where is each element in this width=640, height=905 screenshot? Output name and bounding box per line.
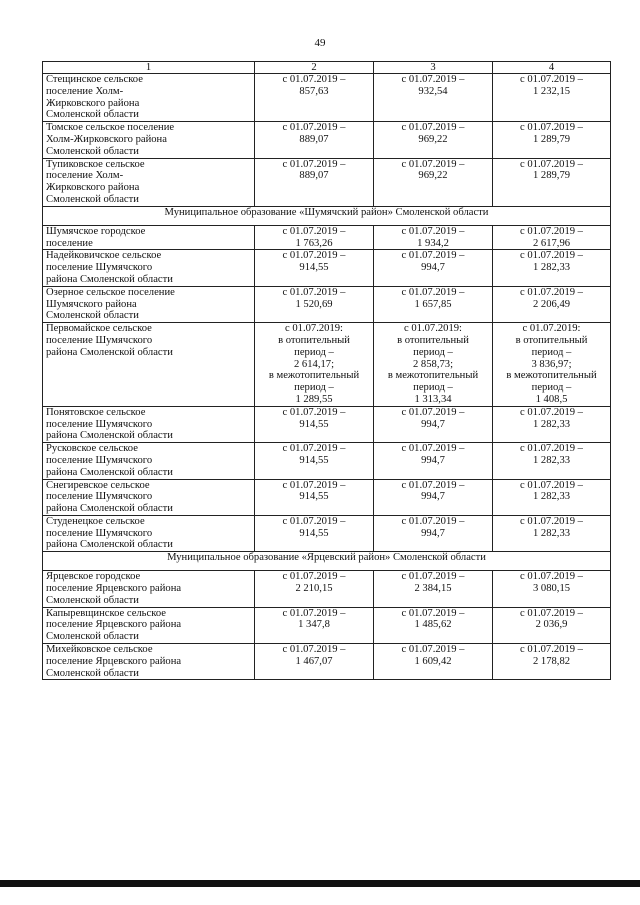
cell-text-line: в межотопительный <box>506 370 597 382</box>
cell-text-line: 1 282,33 <box>532 418 571 430</box>
settlement-name-cell <box>43 515 255 551</box>
table-row <box>43 443 611 479</box>
cell-text-line: с 01.07.2019 – <box>401 286 465 298</box>
cell-text-line: 1 289,79 <box>532 133 571 145</box>
cell-text-line: с 01.07.2019 – <box>520 406 583 418</box>
settlement-name-cell <box>43 250 255 286</box>
cell-text-line: с 01.07.2019 – <box>520 74 583 85</box>
section-title: Муниципальное образование «Ярцевский район» Смоленской области <box>43 552 611 571</box>
cell-text-line: 3 836,97; <box>531 358 572 370</box>
rate-col3-cell <box>374 225 493 250</box>
rate-col2-cell <box>255 122 374 158</box>
column-header: 4 <box>493 62 611 74</box>
cell-text-line: Холм-Жирковского района <box>46 133 167 145</box>
settlement-name-cell <box>43 74 255 122</box>
rate-col3-cell <box>374 74 493 122</box>
table-row <box>43 286 611 322</box>
rate-col4-cell <box>493 158 611 206</box>
cell-text-line: 1 289,55 <box>295 393 333 405</box>
cell-text-line: 994,7 <box>421 262 445 274</box>
cell-text-line: с 01.07.2019 – <box>401 250 465 262</box>
rate-col4-cell <box>493 74 611 122</box>
cell-text-line: 3 080,15 <box>532 583 571 595</box>
rate-col2-cell <box>255 74 374 122</box>
cell-text-line: Надейковичское сельское <box>46 250 162 262</box>
cell-text-line: 1 289,79 <box>532 170 571 182</box>
cell-text-line: 2 614,17; <box>293 358 335 370</box>
cell-text-line: поселение Ярцевского района <box>46 583 182 595</box>
cell-text-line: Смоленской области <box>46 667 139 679</box>
cell-text-line: с 01.07.2019 – <box>401 122 465 134</box>
cell-text-line: Капыревщинское сельское <box>46 607 166 619</box>
cell-text-line: 994,7 <box>421 491 445 503</box>
column-header: 2 <box>255 62 374 74</box>
cell-text-line: с 01.07.2019 – <box>520 443 583 455</box>
cell-text-line: Понятовское сельское <box>46 406 146 418</box>
rate-col2-cell <box>255 286 374 322</box>
cell-text-line: 1 282,33 <box>532 454 571 466</box>
cell-text-line: с 01.07.2019 – <box>520 250 583 262</box>
page-number: 49 <box>314 37 326 49</box>
table-row <box>43 479 611 515</box>
cell-text-line: с 01.07.2019 – <box>520 571 583 583</box>
cell-text-line: Смоленской области <box>46 594 139 606</box>
cell-text-line: в отопительный <box>278 334 350 346</box>
cell-text-line: поселение Ярцевского района <box>46 619 182 631</box>
rate-col4-cell <box>493 607 611 643</box>
cell-text-line: с 01.07.2019 – <box>520 158 583 170</box>
cell-text-line: 2 206,49 <box>532 298 571 310</box>
rate-col2-cell <box>255 250 374 286</box>
cell-text-line: поселение Шумячского <box>46 491 153 503</box>
cell-text-line: поселение Холм- <box>46 85 124 97</box>
cell-text-line: в межотопительный <box>268 370 360 382</box>
cell-text-line: 1 282,33 <box>532 491 571 503</box>
cell-text-line: Стещинское сельское <box>46 74 143 85</box>
rate-col4-cell <box>493 571 611 607</box>
cell-text-line: с 01.07.2019 – <box>520 122 583 134</box>
cell-text-line: 1 657,85 <box>414 298 452 310</box>
table-row <box>43 122 611 158</box>
cell-text-line: 2 384,15 <box>414 583 452 595</box>
cell-text-line: с 01.07.2019 – <box>520 515 583 527</box>
cell-text-line: 914,55 <box>299 527 329 539</box>
cell-text-line: 889,07 <box>299 170 329 182</box>
table-row <box>43 225 611 250</box>
cell-text-line: Смоленской области <box>46 193 139 205</box>
cell-text-line: с 01.07.2019 – <box>282 122 346 134</box>
cell-text-line: с 01.07.2019 – <box>401 74 465 85</box>
cell-text-line: с 01.07.2019: <box>522 323 581 335</box>
rate-col3-cell <box>374 443 493 479</box>
rate-col2-cell <box>255 406 374 442</box>
cell-text-line: с 01.07.2019 – <box>282 644 346 656</box>
rate-col4-cell <box>493 323 611 407</box>
cell-text-line: период – <box>294 382 334 394</box>
cell-text-line: с 01.07.2019 – <box>520 607 583 619</box>
cell-text-line: поселение Шумячского <box>46 418 153 430</box>
rate-col2-cell <box>255 571 374 607</box>
rate-col3-cell <box>374 515 493 551</box>
rate-col3-cell <box>374 406 493 442</box>
cell-text-line: с 01.07.2019 – <box>282 74 346 85</box>
cell-text-line: 1 467,07 <box>295 655 333 667</box>
cell-text-line: 1 520,69 <box>295 298 333 310</box>
column-header: 1 <box>43 62 255 74</box>
cell-text-line: с 01.07.2019 – <box>401 479 465 491</box>
cell-text-line: Смоленской области <box>46 145 139 157</box>
rate-col2-cell <box>255 323 374 407</box>
cell-text-line: 2 858,73; <box>412 358 454 370</box>
rate-col4-cell <box>493 479 611 515</box>
section-title: Муниципальное образование «Шумячский район» Смоленской области <box>43 206 611 225</box>
tariff-table <box>42 61 611 680</box>
cell-text-line: с 01.07.2019 – <box>520 479 583 491</box>
cell-text-line: с 01.07.2019 – <box>282 158 346 170</box>
cell-text-line: 1 934,2 <box>417 237 449 249</box>
table-body <box>43 74 611 680</box>
cell-text-line: 857,63 <box>299 85 329 97</box>
cell-text-line: 1 609,42 <box>414 655 452 667</box>
rate-col3-cell <box>374 479 493 515</box>
cell-text-line: 2 210,15 <box>295 583 333 595</box>
cell-text-line: с 01.07.2019 – <box>282 571 346 583</box>
cell-text-line: поселение Шумячского <box>46 262 153 274</box>
cell-text-line: с 01.07.2019 – <box>401 443 465 455</box>
cell-text-line: 969,22 <box>418 170 448 182</box>
cell-text-line: Студенецкое сельское <box>46 515 145 527</box>
rate-col3-cell <box>374 644 493 680</box>
cell-text-line: в отопительный <box>397 334 469 346</box>
column-header: 3 <box>374 62 493 74</box>
cell-text-line: с 01.07.2019 – <box>282 250 346 262</box>
cell-text-line: 914,55 <box>299 454 329 466</box>
rate-col3-cell <box>374 286 493 322</box>
table-row <box>43 515 611 551</box>
cell-text-line: 1 282,33 <box>532 262 571 274</box>
cell-text-line: Шумячского района <box>46 298 137 310</box>
cell-text-line: 1 408,5 <box>535 393 568 405</box>
cell-text-line: Жирковского района <box>46 182 140 194</box>
cell-text-line: Первомайское сельское <box>46 323 152 335</box>
table-row <box>43 323 611 407</box>
table-row <box>43 158 611 206</box>
cell-text-line: в отопительный <box>515 334 588 346</box>
settlement-name-cell <box>43 122 255 158</box>
cell-text-line: Русковское сельское <box>46 443 138 455</box>
rate-col2-cell <box>255 644 374 680</box>
cell-text-line: поселение <box>46 237 93 249</box>
bottom-border-bar <box>0 880 640 887</box>
cell-text-line: с 01.07.2019 – <box>401 158 465 170</box>
cell-text-line: района Смоленской области <box>46 503 173 515</box>
rate-col4-cell <box>493 225 611 250</box>
cell-text-line: Смоленской области <box>46 109 139 121</box>
table-header-row <box>43 62 611 74</box>
cell-text-line: 994,7 <box>421 527 445 539</box>
rate-col4-cell <box>493 443 611 479</box>
settlement-name-cell <box>43 225 255 250</box>
cell-text-line: 2 178,82 <box>532 655 571 667</box>
rate-col3-cell <box>374 158 493 206</box>
cell-text-line: с 01.07.2019 – <box>282 479 346 491</box>
rate-col3-cell <box>374 323 493 407</box>
cell-text-line: района Смоленской области <box>46 346 173 358</box>
cell-text-line: с 01.07.2019 – <box>282 225 346 237</box>
rate-col3-cell <box>374 122 493 158</box>
cell-text-line: в межотопительный <box>387 370 479 382</box>
cell-text-line: Снегиревское сельское <box>46 479 150 491</box>
rate-col4-cell <box>493 122 611 158</box>
cell-text-line: с 01.07.2019 – <box>520 644 583 656</box>
cell-text-line: района Смоленской области <box>46 466 173 478</box>
table-row <box>43 607 611 643</box>
rate-col2-cell <box>255 225 374 250</box>
cell-text-line: с 01.07.2019 – <box>282 607 346 619</box>
cell-text-line: района Смоленской области <box>46 539 173 551</box>
cell-text-line: поселение Ярцевского района <box>46 655 182 667</box>
cell-text-line: с 01.07.2019 – <box>401 406 465 418</box>
settlement-name-cell <box>43 158 255 206</box>
rate-col2-cell <box>255 515 374 551</box>
cell-text-line: 914,55 <box>299 491 329 503</box>
rate-col2-cell <box>255 443 374 479</box>
cell-text-line: 889,07 <box>299 133 329 145</box>
cell-text-line: поселение Шумячского <box>46 454 153 466</box>
table-row <box>43 571 611 607</box>
rate-col4-cell <box>493 644 611 680</box>
settlement-name-cell <box>43 479 255 515</box>
table-row <box>43 644 611 680</box>
cell-text-line: период – <box>413 382 453 394</box>
cell-text-line: с 01.07.2019: <box>285 323 343 335</box>
cell-text-line: с 01.07.2019 – <box>282 406 346 418</box>
cell-text-line: 1 313,34 <box>414 393 452 405</box>
settlement-name-cell <box>43 443 255 479</box>
cell-text-line: 1 232,15 <box>532 85 571 97</box>
table-row <box>43 406 611 442</box>
cell-text-line: Тупиковское сельское <box>46 158 145 170</box>
rate-col3-cell <box>374 571 493 607</box>
cell-text-line: с 01.07.2019 – <box>282 286 346 298</box>
cell-text-line: Смоленской области <box>46 310 139 322</box>
cell-text-line: 994,7 <box>421 418 445 430</box>
cell-text-line: период – <box>531 382 572 394</box>
cell-text-line: 932,54 <box>418 85 448 97</box>
cell-text-line: период – <box>294 346 334 358</box>
rate-col3-cell <box>374 250 493 286</box>
settlement-name-cell <box>43 571 255 607</box>
cell-text-line: поселение Шумячского <box>46 527 153 539</box>
cell-text-line: Томское сельское поселение <box>46 122 175 134</box>
cell-text-line: с 01.07.2019 – <box>401 515 465 527</box>
rate-col4-cell <box>493 250 611 286</box>
cell-text-line: период – <box>531 346 572 358</box>
rate-col2-cell <box>255 607 374 643</box>
cell-text-line: с 01.07.2019 – <box>520 286 583 298</box>
cell-text-line: с 01.07.2019: <box>404 323 462 335</box>
rate-col2-cell <box>255 479 374 515</box>
cell-text-line: поселение Шумячского <box>46 334 153 346</box>
cell-text-line: с 01.07.2019 – <box>401 644 465 656</box>
cell-text-line: с 01.07.2019 – <box>282 443 346 455</box>
cell-text-line: Озерное сельское поселение <box>46 286 175 298</box>
cell-text-line: с 01.07.2019 – <box>401 225 465 237</box>
settlement-name-cell <box>43 644 255 680</box>
settlement-name-cell <box>43 323 255 407</box>
cell-text-line: с 01.07.2019 – <box>401 571 465 583</box>
settlement-name-cell <box>43 406 255 442</box>
cell-text-line: поселение Холм- <box>46 170 124 182</box>
cell-text-line: 914,55 <box>299 262 329 274</box>
cell-text-line: района Смоленской области <box>46 273 173 285</box>
rate-col4-cell <box>493 406 611 442</box>
cell-text-line: с 01.07.2019 – <box>401 607 465 619</box>
rate-col2-cell <box>255 158 374 206</box>
table-row <box>43 74 611 122</box>
rate-col4-cell <box>493 515 611 551</box>
cell-text-line: 1 347,8 <box>298 619 330 631</box>
cell-text-line: Смоленской области <box>46 631 139 643</box>
cell-text-line: Михейковское сельское <box>46 644 153 656</box>
cell-text-line: 1 282,33 <box>532 527 571 539</box>
settlement-name-cell <box>43 607 255 643</box>
rate-col3-cell <box>374 607 493 643</box>
cell-text-line: 1 485,62 <box>414 619 452 631</box>
cell-text-line: 1 763,26 <box>295 237 333 249</box>
cell-text-line: 2 617,96 <box>532 237 571 249</box>
section-row <box>43 552 611 571</box>
rate-col4-cell <box>493 286 611 322</box>
cell-text-line: 969,22 <box>418 133 448 145</box>
cell-text-line: района Смоленской области <box>46 430 173 442</box>
section-row <box>43 206 611 225</box>
cell-text-line: 994,7 <box>421 454 445 466</box>
cell-text-line: Ярцевское городское <box>46 571 141 583</box>
table-row <box>43 250 611 286</box>
cell-text-line: период – <box>413 346 453 358</box>
settlement-name-cell <box>43 286 255 322</box>
cell-text-line: Жирковского района <box>46 97 140 109</box>
cell-text-line: с 01.07.2019 – <box>520 225 583 237</box>
cell-text-line: с 01.07.2019 – <box>282 515 346 527</box>
cell-text-line: 2 036,9 <box>535 619 568 631</box>
cell-text-line: Шумячское городское <box>46 225 146 237</box>
cell-text-line: 914,55 <box>299 418 329 430</box>
